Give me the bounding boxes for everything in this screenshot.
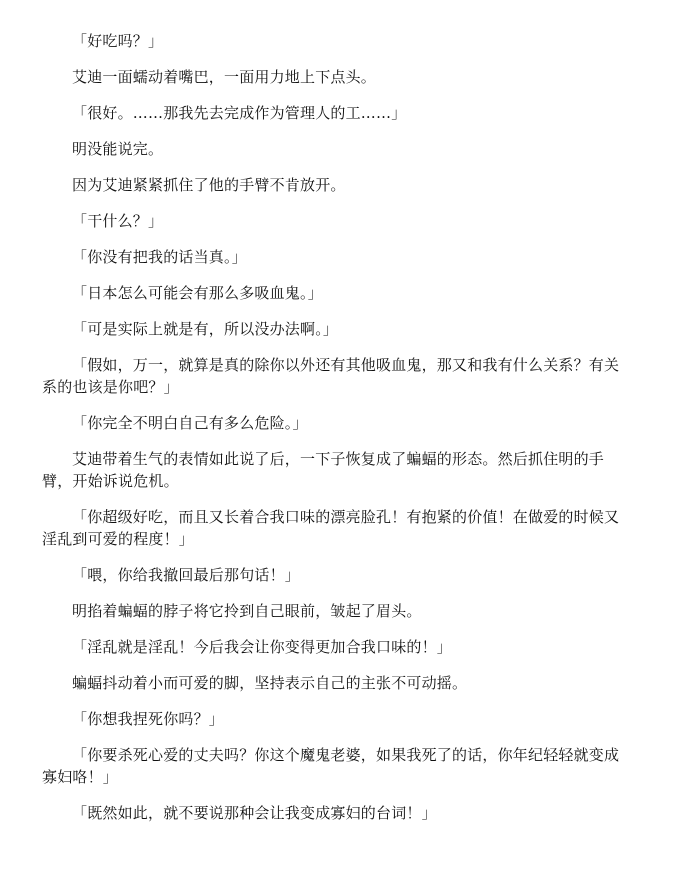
paragraph: 「干什么？」 — [72, 212, 164, 230]
paragraph: 明没能说完。 — [72, 140, 164, 158]
paragraph: 「很好。……那我先去完成作为管理人的工……」 — [72, 104, 407, 122]
paragraph: 「假如，万一，就算是真的除你以外还有其他吸血鬼，那又和我有什么关系？有关系的也该是你吧？」 — [42, 356, 620, 396]
paragraph: 「日本怎么可能会有那么多吸血鬼。」 — [72, 284, 323, 302]
paragraph: 明掐着蝙蝠的脖子将它拎到自己眼前，皱起了眉头。 — [72, 602, 422, 620]
paragraph: 「喂，你给我撤回最后那句话！」 — [72, 566, 301, 584]
paragraph: 「好吃吗？」 — [72, 32, 164, 50]
paragraph: 「你完全不明白自己有多么危险。」 — [72, 414, 308, 432]
paragraph: 「淫乱就是淫乱！今后我会让你变得更加合我口味的！」 — [72, 638, 453, 656]
paragraph: 艾迪带着生气的表情如此说了后，一下子恢复成了蝙蝠的形态。然后抓住明的手臂，开始诉说危机。 — [42, 450, 605, 490]
paragraph: 「你超级好吃，而且又长着合我口味的漂亮脸孔！有抱紧的价值！在做爱的时候又淫乱到可爱的程度！」 — [42, 508, 620, 548]
paragraph: 「可是实际上就是有，所以没办法啊。」 — [72, 320, 339, 338]
paragraph: 艾迪一面蠕动着嘴巴，一面用力地上下点头。 — [72, 68, 377, 86]
paragraph: 「你想我捏死你吗？」 — [72, 710, 225, 728]
paragraph: 「你没有把我的话当真。」 — [72, 248, 247, 266]
paragraph: 蝙蝠抖动着小而可爱的脚，坚持表示自己的主张不可动摇。 — [72, 674, 468, 692]
paragraph: 「既然如此，就不要说那种会让我变成寡妇的台词！」 — [72, 804, 437, 822]
paragraph: 因为艾迪紧紧抓住了他的手臂不肯放开。 — [72, 176, 346, 194]
paragraph: 「你要杀死心爱的丈夫吗？你这个魔鬼老婆，如果我死了的话，你年纪轻轻就变成寡妇咯！」 — [42, 746, 620, 786]
